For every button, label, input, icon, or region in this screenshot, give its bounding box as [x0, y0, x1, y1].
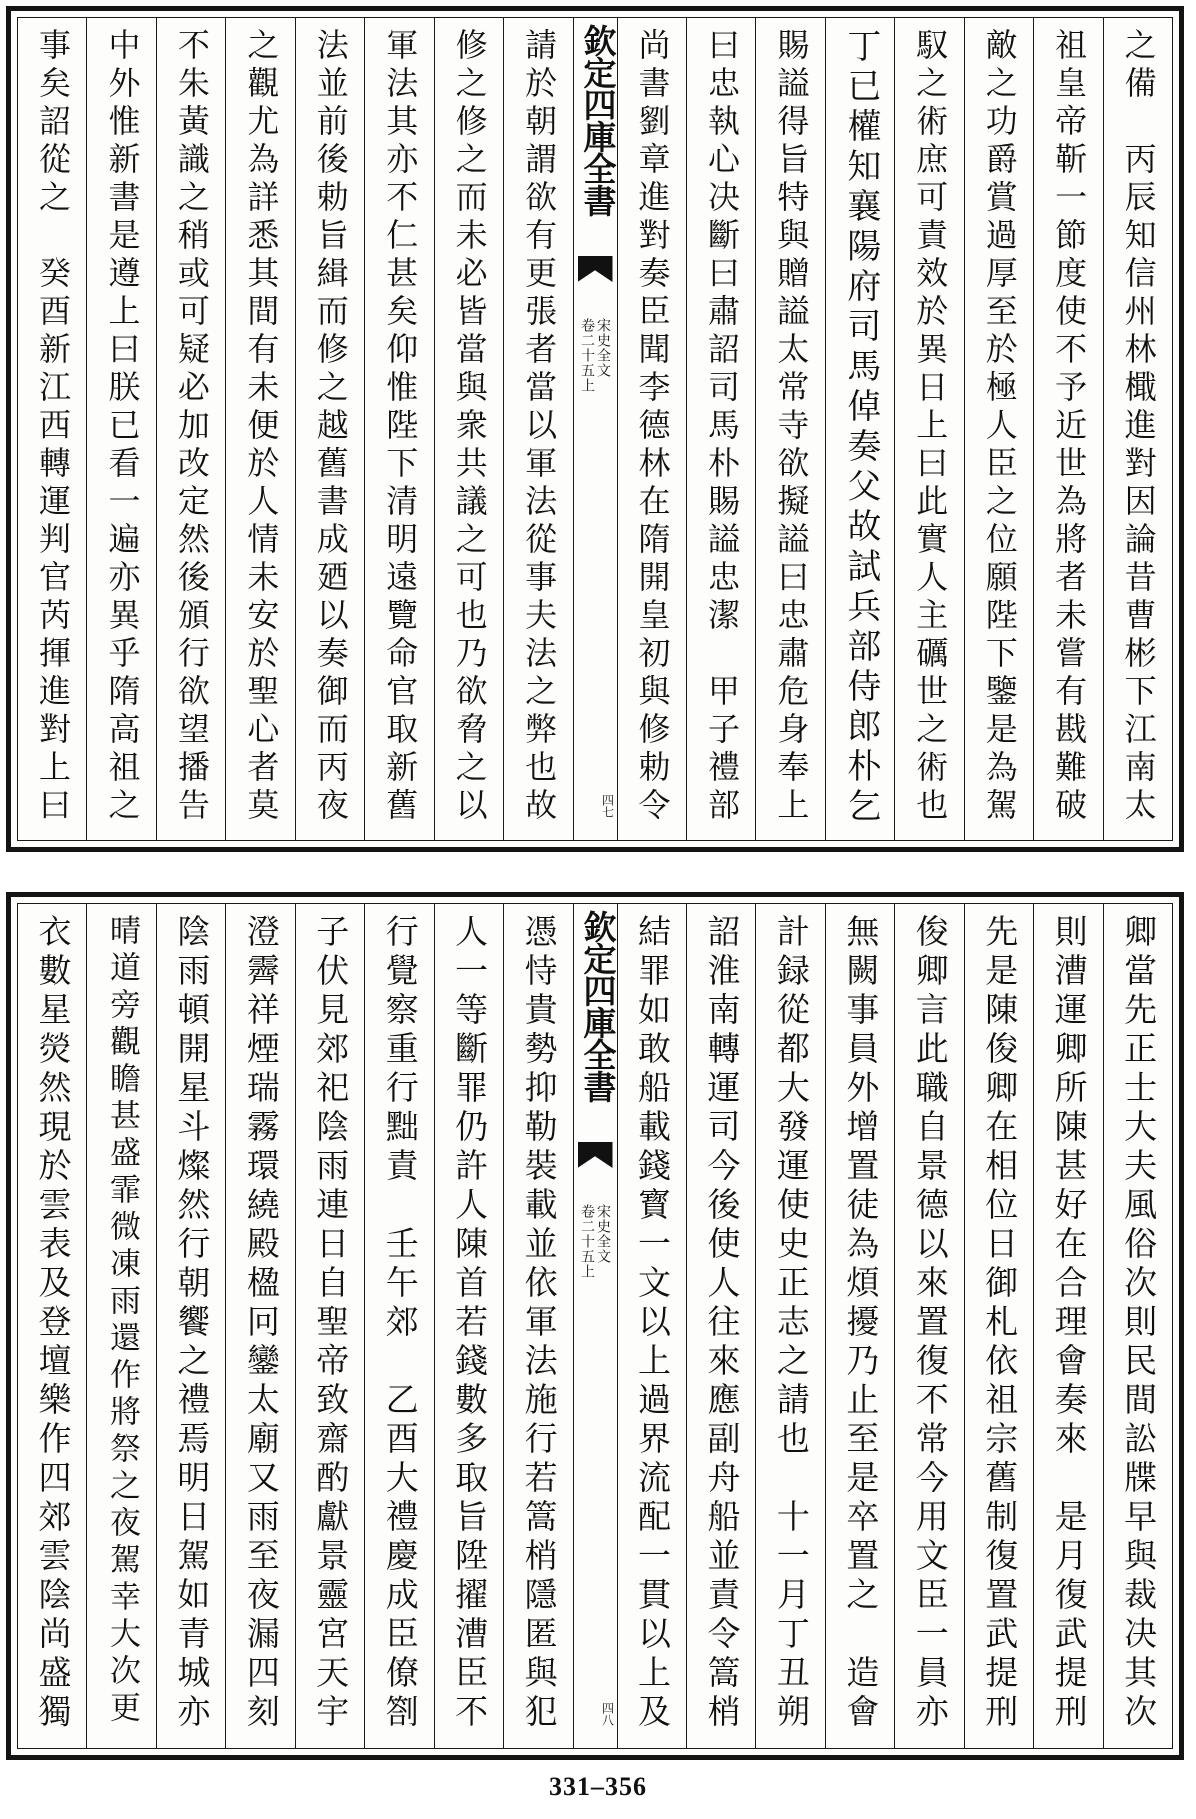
book-title: 宋史全文	[595, 318, 611, 378]
text-column: 計録從都大發運使史正志之請也 十一月丁丑朔	[755, 904, 824, 1748]
volume-label: 卷二十五上	[579, 318, 595, 393]
text-column: 尚書劉章進對奏臣聞李德林在隋開皇初與修勅令	[617, 18, 686, 840]
text-column: 卿當先正士大夫風俗次則民間訟牒早與裁决其次	[1103, 904, 1172, 1748]
text-column: 法並前後勅旨緝而修之越舊書成廼以奏御而丙夜	[295, 18, 364, 840]
text-column: 子伏見郊祀陰雨連日自聖帝致齋酌獻景靈宮天宇	[295, 904, 364, 1748]
text-column: 馭之術庶可責效於異日上曰此實人主礪世之術也	[894, 18, 963, 840]
text-column: 無闕事員外增置徒為煩擾乃止至是卒置之 造會	[825, 904, 894, 1748]
banxin-center-strip	[573, 904, 617, 1748]
text-column: 憑恃貴勢抑勒裝載並依軍法施行若篙梢隱匿與犯	[503, 904, 572, 1748]
folio-number: 四八	[600, 1702, 615, 1726]
text-column: 祖皇帝靳一節度使不予近世為將者未嘗有戡難破	[1033, 18, 1102, 840]
text-column: 中外惟新書是遵上曰朕已看一遍亦異乎隋高祖之	[86, 18, 155, 840]
text-column: 行覺察重行黜責 壬午郊 乙酉大禮慶成臣僚劄	[364, 904, 433, 1748]
text-column: 敵之功爵賞過厚至於極人臣之位願陛下鑒是為駕	[964, 18, 1033, 840]
text-column: 晴道旁觀瞻甚盛霏微凍雨還作將祭之夜駕幸大次更	[86, 904, 155, 1748]
banxin-center-strip	[573, 18, 617, 840]
book-and-volume	[574, 1204, 617, 1279]
text-column: 之觀尤為詳悉其間有未便於人情未安於聖心者莫	[225, 18, 294, 840]
text-column: 修之修之而未必皆當與衆共議之可也乃欲脅之以	[434, 18, 503, 840]
top-page	[6, 6, 1184, 852]
book-title: 宋史全文	[595, 1204, 611, 1264]
text-column: 則漕運卿所陳甚好在合理會奏來 是月復武提刑	[1033, 904, 1102, 1748]
text-column: 結罪如敢船載錢寳一文以上過界流配一貫以上及	[617, 904, 686, 1748]
text-column: 賜謚得旨特與贈謚太常寺欲擬謚曰忠肅危身奉上	[755, 18, 824, 840]
text-column: 俊卿言此職自景德以來置復不常今用文臣一員亦	[894, 904, 963, 1748]
text-column: 請於朝謂欲有更張者當以軍法從事夫法之弊也故	[503, 18, 572, 840]
text-column: 丁已權知襄陽府司馬倬奏父故試兵部侍郎朴乞	[825, 18, 894, 840]
book-and-volume	[574, 318, 617, 393]
bottom-page-frame	[17, 903, 1173, 1749]
text-column: 曰忠執心决斷曰肅詔司馬朴賜謚忠潔 甲子禮部	[686, 18, 755, 840]
page-number: 331–356	[549, 1772, 647, 1801]
top-page-frame	[17, 17, 1173, 841]
text-column: 詔淮南轉運司今後使人往來應副舟船並責令篙梢	[686, 904, 755, 1748]
fish-tail-mark	[578, 1142, 613, 1168]
text-column: 澄霽祥煙瑞霧環繞殿楹冋鑾太廟又雨至夜漏四刻	[225, 904, 294, 1748]
volume-label: 卷二十五上	[579, 1204, 595, 1279]
bottom-page	[6, 892, 1184, 1760]
collection-title: 欽定四庫全書	[578, 910, 618, 1102]
text-column: 之備 丙辰知信州林檝進對因論昔曹彬下江南太	[1103, 18, 1172, 840]
text-column: 衣數星熒然現於雲表及登壇樂作四郊雲陰尚盛獨	[33, 914, 73, 1733]
text-column: 先是陳俊卿在相位日御札依祖宗舊制復置武提刑	[964, 904, 1033, 1748]
fish-tail-mark	[578, 256, 613, 282]
text-column: 軍法其亦不仁甚矣仰惟陛下清明遠覽命官取新舊	[364, 18, 433, 840]
text-column: 事矣詔從之 癸酉新江西轉運判官芮揮進對上曰	[34, 28, 73, 826]
folio-number: 四七	[600, 794, 615, 818]
text-column: 人一等斷罪仍許人陳首若錢數多取旨陞擢漕臣不	[434, 904, 503, 1748]
collection-title: 欽定四庫全書	[578, 24, 618, 216]
text-column: 不朱黃識之稍或可疑必加改定然後頒行欲望播告	[156, 18, 225, 840]
text-column: 陰雨頓開星斗燦然行朝饗之禮焉明日駕如青城亦	[156, 904, 225, 1748]
